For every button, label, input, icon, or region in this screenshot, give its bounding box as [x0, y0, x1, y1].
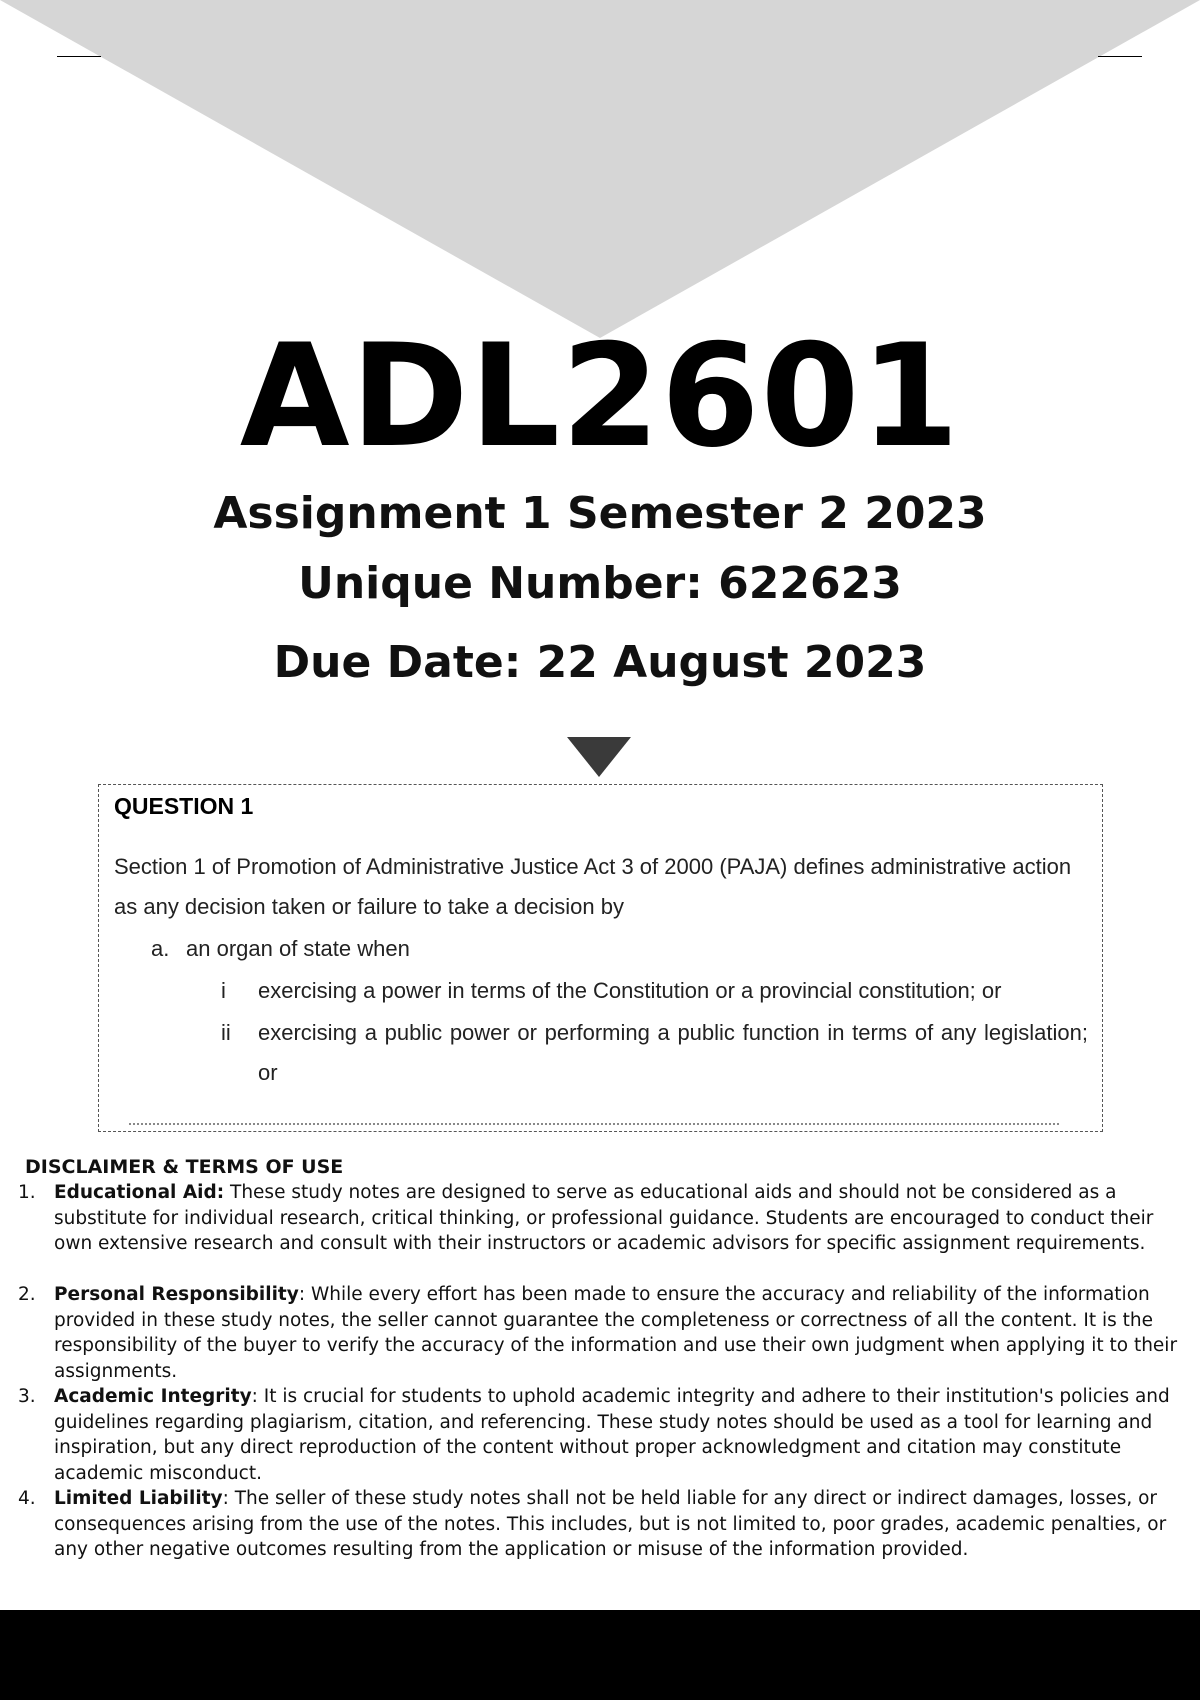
disclaimer-item-number: 4.	[18, 1488, 36, 1509]
disclaimer-item-number: 2.	[18, 1284, 36, 1305]
list-marker-ii: ii	[221, 1020, 231, 1045]
footer-bar	[0, 1610, 1200, 1700]
assignment-subtitle: Assignment 1 Semester 2 2023	[213, 488, 987, 539]
list-marker-a: a.	[151, 936, 170, 961]
disclaimer-item-text: : While every effort has been made to ensure the accuracy and reliability of the information provided in these study notes, the seller cannot guarantee the completeness or correctness of all the content. It is the responsibility of the buyer to verify the accuracy of the information and use their own judgment when applying it to their assignments.	[54, 1284, 1178, 1382]
question-heading: QUESTION 1	[114, 793, 254, 819]
disclaimer-item-label: Personal Responsibility	[54, 1284, 299, 1305]
header-rule-right	[1098, 56, 1142, 57]
disclaimer-item-body	[54, 1282, 1184, 1384]
course-code-title: ADL2601	[239, 314, 961, 479]
disclaimer-item-text: These study notes are designed to serve as educational aids and should not be considered as a substitute for individual research, critical thinking, or professional guidance. Students are encouraged to conduct their own extensive research and consult with their instructors or academic advisors for specific assignment requirements.	[54, 1182, 1154, 1254]
top-chevron-banner	[0, 0, 1200, 338]
disclaimer-item-number: 1.	[18, 1182, 36, 1203]
question-preview-box	[98, 784, 1103, 1132]
list-item-ii: exercising a public power or performing a public function in terms of any legislation; or	[258, 1020, 1088, 1085]
list-item-a: an organ of state when	[186, 936, 410, 961]
down-arrow-marker	[567, 737, 631, 777]
disclaimer-item-label: Academic Integrity	[54, 1386, 252, 1407]
truncated-text-line	[129, 1123, 1059, 1125]
list-marker-i: i	[221, 978, 226, 1003]
disclaimer-item-text: : It is crucial for students to uphold academic integrity and adhere to their institution's policies and guidelines regarding plagiarism, citation, and referencing. These study notes should be used as a tool for learning and inspiration, but any direct reproduction of the content without proper acknowledgment and citation may constitute academic misconduct.	[54, 1386, 1170, 1484]
disclaimer-item-label: Educational Aid:	[54, 1182, 225, 1203]
disclaimer-item-number: 3.	[18, 1386, 36, 1407]
disclaimer-title: DISCLAIMER & TERMS OF USE	[25, 1156, 344, 1178]
question-intro-text: Section 1 of Promotion of Administrative Justice Act 3 of 2000 (PAJA) defines administrative action as any decision taken or failure to take a decision by	[114, 854, 1072, 919]
disclaimer-item-text: : The seller of these study notes shall not be held liable for any direct or indirect damages, losses, or consequences arising from the use of the notes. This includes, but is not limited to, poor grades, academic penalties, or any other negative outcomes resulting from the application or misuse of the information provided.	[54, 1488, 1167, 1560]
unique-number: Unique Number: 622623	[298, 558, 902, 609]
disclaimer-item-body	[54, 1486, 1184, 1563]
disclaimer-item-body	[54, 1384, 1184, 1486]
due-date: Due Date: 22 August 2023	[273, 637, 927, 688]
header-rule-left	[57, 56, 101, 57]
list-item-i: exercising a power in terms of the Constitution or a provincial constitution; or	[258, 978, 1002, 1003]
disclaimer-item-label: Limited Liability	[54, 1488, 223, 1509]
disclaimer-item-body	[54, 1180, 1184, 1257]
